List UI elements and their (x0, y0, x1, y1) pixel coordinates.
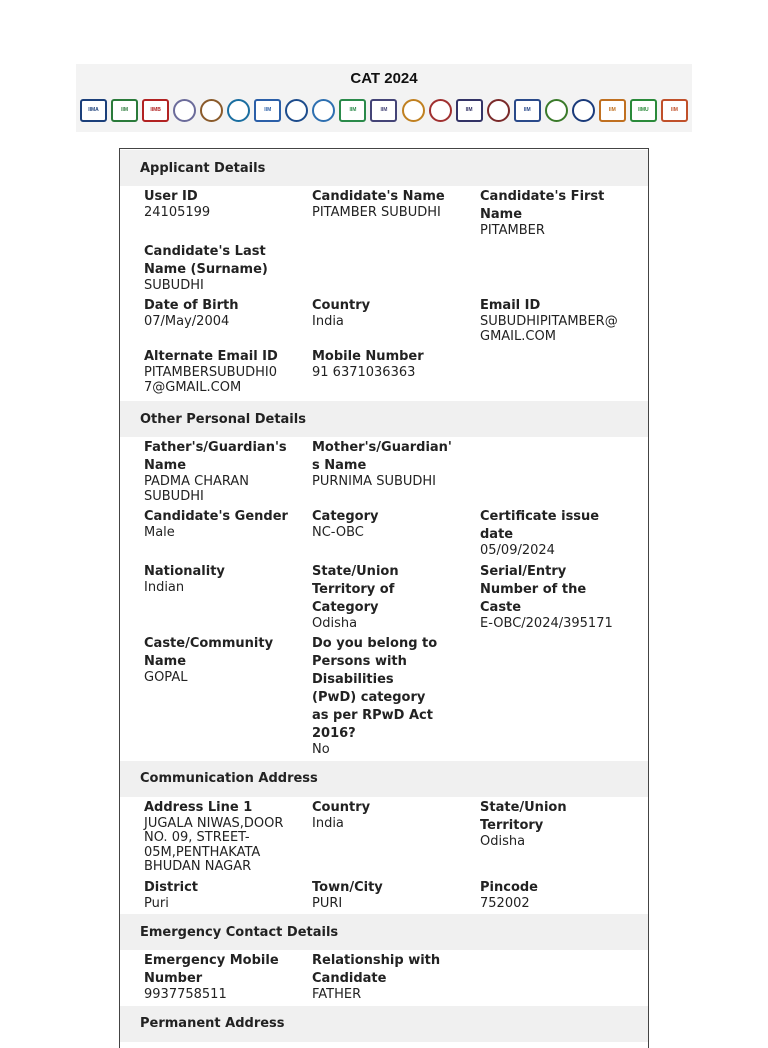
emergency-contact-grid (120, 950, 648, 1003)
iim-logo (370, 99, 397, 122)
emergency-mobile-field (144, 950, 312, 1003)
field-label: Category (312, 509, 379, 524)
iim-logo-text: IIM (523, 107, 531, 113)
iim-logo (285, 99, 308, 122)
iim-logo (514, 99, 541, 122)
field-label: Country (312, 799, 371, 815)
first-name-field (480, 186, 648, 239)
field-label: Do you belong to Persons with Disabilities (PwD) category as per RPwD Act 2016? (312, 636, 438, 741)
field-label: Emergency Mobile Number (144, 953, 279, 986)
field-value: NC-OBC (312, 525, 364, 540)
field-value: India (312, 815, 344, 831)
iim-logo (456, 99, 483, 122)
district-field (144, 877, 312, 912)
iim-logo-text: IIM (380, 107, 388, 113)
field-value: Odisha (312, 615, 358, 631)
section-permanent-address: Permanent Address (120, 1006, 648, 1042)
comm-state-field (480, 797, 648, 875)
field-value: E-OBC/2024/395171 (480, 615, 613, 631)
iim-logo-text: IIM (264, 107, 272, 113)
iim-logo (402, 99, 425, 122)
iim-logo (173, 99, 196, 122)
iim-logo-row (80, 94, 688, 126)
category-field (312, 506, 480, 559)
field-value: Puri (144, 895, 169, 911)
communication-address-grid (120, 797, 648, 912)
country-field (312, 295, 480, 344)
field-value: PURI (312, 895, 343, 911)
relationship-field (312, 950, 480, 1003)
field-value: 07/May/2004 (144, 314, 230, 329)
field-label: Candidate's First Name (480, 189, 605, 222)
applicant-details-grid (120, 186, 648, 395)
field-label: Candidate's Last Name (Surname) (144, 243, 268, 277)
field-label: Town/City (312, 879, 383, 895)
dob-field (144, 295, 312, 344)
iim-logo (80, 99, 107, 122)
section-applicant-details: Applicant Details (120, 150, 648, 186)
pincode-field (480, 877, 648, 912)
nationality-field (144, 561, 312, 632)
mother-name-field (312, 437, 480, 504)
iim-logo-text: IIMU (638, 107, 649, 113)
iim-logo-text: IIMA (88, 107, 99, 113)
father-name-field (144, 437, 312, 504)
field-value: SUBUDHIPITAMBER@ GMAIL.COM (480, 314, 618, 344)
user-id-field (144, 186, 312, 239)
section-other-personal-details: Other Personal Details (120, 401, 648, 437)
field-value: PITAMBER (480, 223, 545, 238)
field-value: India (312, 314, 344, 329)
field-label: Country (312, 298, 371, 313)
email-field (480, 295, 648, 344)
iim-logo (339, 99, 366, 122)
iim-logo (429, 99, 452, 122)
field-label: Alternate Email ID (144, 349, 278, 364)
field-label: User ID (144, 189, 198, 204)
iim-logo (599, 99, 626, 122)
iim-logo-text: IIMB (150, 107, 161, 113)
field-label: State/Union Territory (480, 799, 567, 833)
iim-logo (200, 99, 223, 122)
field-label: Serial/Entry Number of the Caste (480, 563, 587, 615)
field-value: PITAMBER SUBUDHI (312, 205, 441, 220)
iim-logo (227, 99, 250, 122)
field-value: 05/09/2024 (480, 543, 555, 558)
iim-logo-text: IIM (670, 107, 678, 113)
section-communication-address: Communication Address (120, 761, 648, 797)
mobile-field (312, 346, 480, 395)
field-label: Mobile Number (312, 349, 424, 364)
iim-logo-text: IIM (608, 107, 616, 113)
certificate-date-field (480, 506, 648, 559)
state-of-category-field (312, 561, 480, 632)
field-value: 91 6371036363 (312, 365, 416, 380)
caste-serial-field (480, 561, 648, 632)
iim-logo (254, 99, 281, 122)
field-value: 9937758511 (144, 987, 227, 1002)
candidate-name-field (312, 186, 480, 239)
banner-title: CAT 2024 (350, 70, 418, 87)
iim-logo (572, 99, 595, 122)
field-value: SUBUDHI (144, 277, 204, 293)
field-value: PITAMBERSUBUDHI0 7@GMAIL.COM (144, 365, 277, 395)
field-label: Candidate's Gender (144, 509, 288, 524)
field-value: PURNIMA SUBUDHI (312, 474, 437, 489)
field-value: 752002 (480, 895, 530, 911)
application-form-card (119, 148, 649, 1048)
field-label: Date of Birth (144, 298, 239, 313)
field-value: GOPAL (144, 670, 188, 685)
field-label: Mother's/Guardian' s Name (312, 440, 452, 473)
iim-logo (487, 99, 510, 122)
alternate-email-field (144, 346, 312, 395)
field-label: Certificate issue date (480, 509, 600, 542)
last-name-field (144, 241, 312, 294)
field-value: Male (144, 525, 175, 540)
field-value: 24105199 (144, 205, 211, 220)
iim-logo (312, 99, 335, 122)
iim-logo (111, 99, 138, 122)
field-value: JUGALA NIWAS,DOOR NO. 09, STREET- 05M,PENTHAKATA BHUDAN NAGAR (144, 815, 284, 874)
iim-logo-text: IIM (349, 107, 357, 113)
field-label: Father's/Guardian's Name (144, 440, 287, 473)
field-value: FATHER (312, 987, 362, 1002)
field-label: Caste/Community Name (144, 636, 274, 669)
caste-name-field (144, 633, 312, 758)
field-label: Address Line 1 (144, 799, 253, 815)
iim-logo (142, 99, 169, 122)
iim-logo (545, 99, 568, 122)
section-emergency-contact: Emergency Contact Details (120, 914, 648, 950)
field-label: Nationality (144, 563, 225, 579)
town-field (312, 877, 480, 912)
field-label: Pincode (480, 879, 538, 895)
iim-logo (661, 99, 688, 122)
iim-logo (630, 99, 657, 122)
cat-banner (76, 64, 692, 132)
field-label: State/Union Territory of Category (312, 563, 399, 615)
field-value: No (312, 742, 330, 757)
address-line-field (144, 797, 312, 875)
pwd-field (312, 633, 480, 758)
field-label: District (144, 879, 198, 895)
comm-country-field (312, 797, 480, 875)
field-label: Relationship with Candidate (312, 953, 441, 986)
iim-logo-text: IIM (465, 107, 473, 113)
field-value: Indian (144, 579, 185, 595)
gender-field (144, 506, 312, 559)
iim-logo-text: IIM (121, 107, 129, 113)
field-value: Odisha (480, 833, 526, 849)
field-value: PADMA CHARAN SUBUDHI (144, 474, 250, 504)
field-label: Candidate's Name (312, 189, 445, 204)
field-label: Email ID (480, 298, 541, 313)
personal-details-grid (120, 437, 648, 758)
